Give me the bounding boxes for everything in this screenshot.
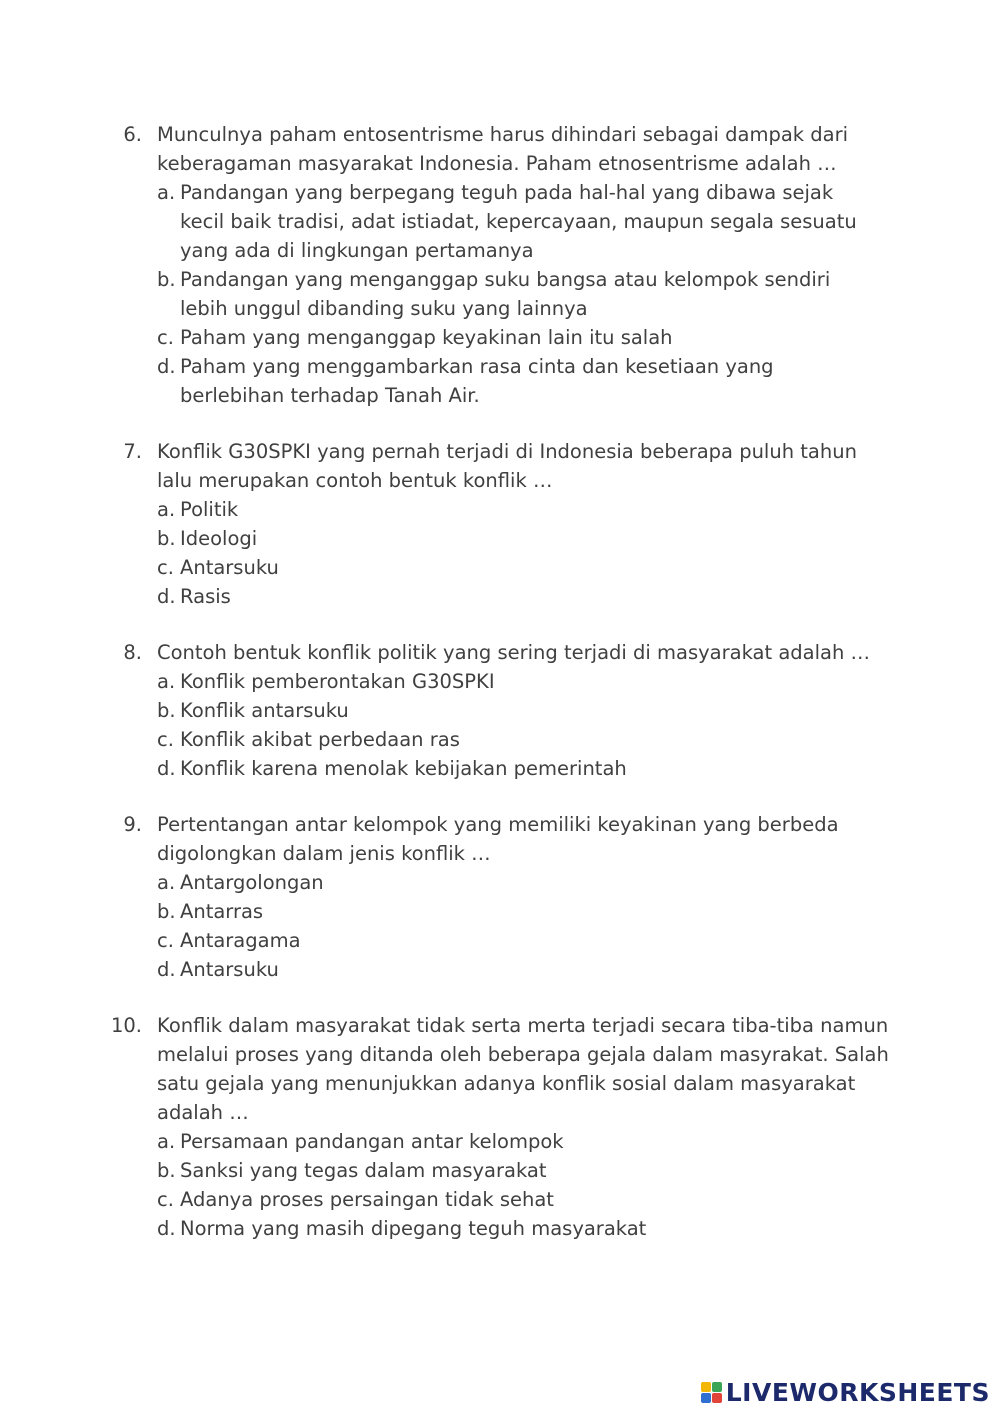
option-letter: c. (157, 728, 174, 751)
option-text: Pandangan yang berpegang teguh pada hal-hal yang dibawa sejak kecil baik tradisi, adat istiadat, kepercayaan, maupun segala sesuatu yang ada di lingkungan pertamanya (180, 181, 857, 262)
option-letter: a. (157, 1130, 176, 1153)
option-c (157, 553, 880, 582)
option-text: Antarsuku (180, 958, 279, 981)
logo-tile-red (712, 1393, 722, 1403)
logo-tile-yellow (701, 1382, 711, 1392)
option-a (157, 495, 880, 524)
option-text: Antargolongan (180, 871, 324, 894)
question-text: Konflik G30SPKI yang pernah terjadi di Indonesia beberapa puluh tahun lalu merupakan contoh bentuk konflik … (157, 440, 857, 492)
question-text: Konflik dalam masyarakat tidak serta merta terjadi secara tiba-tiba namun melalui proses yang ditanda oleh beberapa gejala dalam masyrakat. Salah satu gejala yang menunjukkan adanya konflik sosial dalam masyarakat adalah … (157, 1014, 889, 1124)
option-letter: d. (157, 757, 176, 780)
option-c (157, 725, 880, 754)
option-text: Antarras (180, 900, 264, 923)
question-8 (0, 638, 1000, 783)
option-letter: b. (157, 268, 176, 291)
option-letter: b. (157, 900, 176, 923)
option-b (157, 524, 880, 553)
question-6 (0, 120, 1000, 410)
question-number: 10. (110, 1014, 142, 1037)
option-a (157, 178, 880, 265)
option-letter: d. (157, 1217, 176, 1240)
option-b (157, 696, 880, 725)
option-a (157, 1127, 880, 1156)
option-letter: c. (157, 556, 174, 579)
liveworksheets-brand (701, 1375, 990, 1409)
option-text: Konflik antarsuku (180, 699, 349, 722)
option-list (0, 495, 1000, 611)
option-letter: d. (157, 958, 176, 981)
option-letter: d. (157, 355, 176, 378)
option-text: Paham yang menganggap keyakinan lain itu salah (180, 326, 673, 349)
option-d (157, 955, 880, 984)
option-text: Sanksi yang tegas dalam masyarakat (180, 1159, 547, 1182)
question-9 (0, 810, 1000, 984)
option-list (0, 1127, 1000, 1243)
option-text: Ideologi (180, 527, 258, 550)
option-text: Adanya proses persaingan tidak sehat (180, 1188, 554, 1211)
option-text: Pandangan yang menganggap suku bangsa atau kelompok sendiri lebih unggul dibanding suku yang lainnya (180, 268, 831, 320)
question-number: 8. (123, 641, 142, 664)
question-7 (0, 437, 1000, 611)
option-d (157, 582, 880, 611)
option-c (157, 323, 880, 352)
option-letter: b. (157, 1159, 176, 1182)
option-letter: a. (157, 498, 176, 521)
option-letter: b. (157, 527, 176, 550)
option-text: Konflik akibat perbedaan ras (180, 728, 460, 751)
option-text: Politik (180, 498, 239, 521)
question-number: 9. (123, 813, 142, 836)
option-text: Persamaan pandangan antar kelompok (180, 1130, 564, 1153)
option-b (157, 1156, 880, 1185)
liveworksheets-logo-icon (701, 1382, 722, 1403)
logo-tile-green (712, 1382, 722, 1392)
option-a (157, 868, 880, 897)
option-d (157, 1214, 880, 1243)
option-letter: a. (157, 670, 176, 693)
question-text: Pertentangan antar kelompok yang memiliki keyakinan yang berbeda digolongkan dalam jenis konflik … (157, 813, 839, 865)
option-text: Rasis (180, 585, 231, 608)
question-number: 7. (123, 440, 142, 463)
option-c (157, 926, 880, 955)
option-letter: c. (157, 326, 174, 349)
worksheet (0, 120, 1000, 1270)
option-letter: d. (157, 585, 176, 608)
option-a (157, 667, 880, 696)
option-d (157, 754, 880, 783)
option-letter: c. (157, 1188, 174, 1211)
option-text: Norma yang masih dipegang teguh masyarakat (180, 1217, 647, 1240)
option-text: Antarsuku (180, 556, 279, 579)
question-10 (0, 1011, 1000, 1243)
option-c (157, 1185, 880, 1214)
option-b (157, 265, 880, 323)
option-letter: b. (157, 699, 176, 722)
option-list (0, 868, 1000, 984)
option-text: Konflik pemberontakan G30SPKI (180, 670, 495, 693)
option-b (157, 897, 880, 926)
option-text: Paham yang menggambarkan rasa cinta dan kesetiaan yang berlebihan terhadap Tanah Air. (180, 355, 774, 407)
option-d (157, 352, 880, 410)
option-letter: a. (157, 871, 176, 894)
option-text: Konflik karena menolak kebijakan pemerintah (180, 757, 627, 780)
question-text: Contoh bentuk konflik politik yang sering terjadi di masyarakat adalah … (157, 641, 871, 664)
option-list (0, 178, 1000, 410)
question-text: Munculnya paham entosentrisme harus dihindari sebagai dampak dari keberagaman masyarakat Indonesia. Paham etnosentrisme adalah … (157, 123, 849, 175)
option-letter: a. (157, 181, 176, 204)
question-number: 6. (123, 123, 142, 146)
logo-tile-blue (701, 1393, 711, 1403)
option-list (0, 667, 1000, 783)
brand-name: LIVEWORKSHEETS (725, 1377, 990, 1407)
option-letter: c. (157, 929, 174, 952)
option-text: Antaragama (180, 929, 301, 952)
